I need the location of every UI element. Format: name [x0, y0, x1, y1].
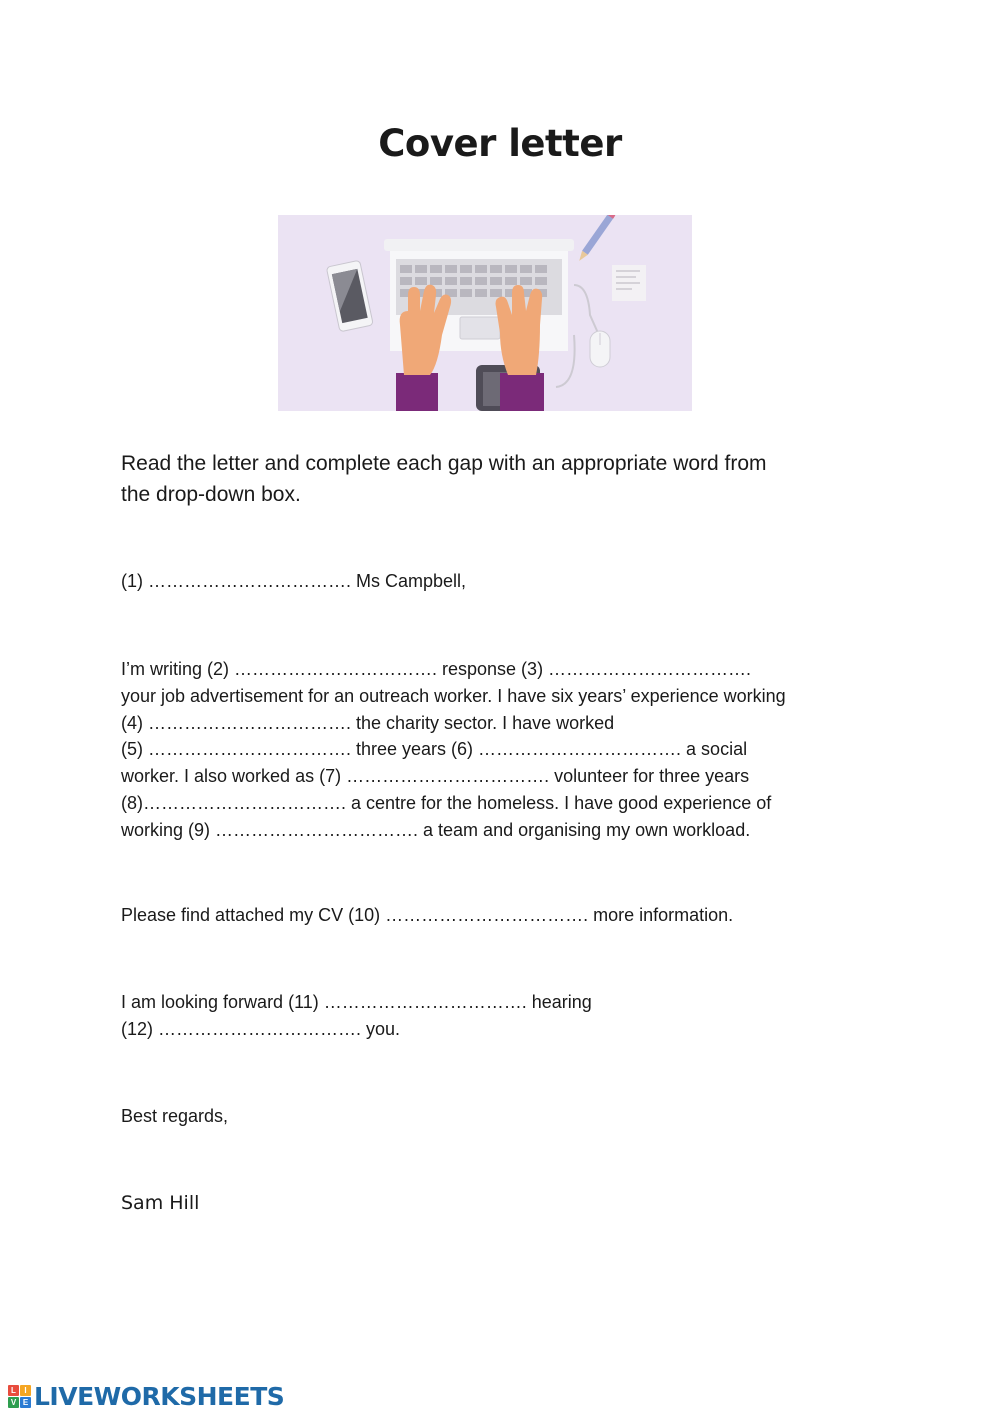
body-line: your job advertisement for an outreach worker. I have six years’ experience working: [121, 685, 786, 706]
instructions: [121, 448, 881, 510]
closing-line: I am looking forward (11) ……………………………. hearing: [121, 992, 592, 1012]
signature: Sam Hill: [121, 1192, 200, 1214]
page-title: Cover letter: [378, 122, 622, 165]
body-line: (8)……………………………. a centre for the homeless. I have good experience of: [121, 792, 772, 813]
logo-letter: V: [8, 1397, 19, 1408]
instructions-line: the drop-down box.: [121, 483, 301, 506]
logo-grid-icon: [8, 1385, 31, 1408]
laptop-typing-icon: [278, 215, 692, 411]
logo-letter: E: [20, 1397, 31, 1408]
laptop-illustration: [278, 215, 692, 411]
closing-paragraph: [121, 989, 881, 1043]
logo-letter: I: [20, 1385, 31, 1396]
liveworksheets-logo[interactable]: [8, 1381, 284, 1411]
closing-line: (12) ……………………………. you.: [121, 1018, 401, 1039]
signoff: Best regards,: [121, 1106, 229, 1126]
salutation: (1) ……………………………. Ms Campbell,: [121, 571, 467, 591]
body-line: I’m writing (2) ……………………………. response (3) …………………………….: [121, 659, 752, 679]
body-line: (5) ……………………………. three years (6) ……………………………. a social: [121, 739, 748, 760]
instructions-line: Read the letter and complete each gap with an appropriate word from: [121, 452, 767, 475]
letter-body: [121, 656, 881, 844]
body-line: (4) ……………………………. the charity sector. I have worked: [121, 712, 615, 733]
attachment-line: Please find attached my CV (10) ……………………………. more information.: [121, 905, 734, 925]
body-line: worker. I also worked as (7) ……………………………. volunteer for three years: [121, 766, 750, 787]
body-line: working (9) ……………………………. a team and organising my own workload.: [121, 819, 751, 840]
logo-letter: L: [8, 1385, 19, 1396]
brand-name: LIVEWORKSHEETS: [34, 1381, 285, 1411]
